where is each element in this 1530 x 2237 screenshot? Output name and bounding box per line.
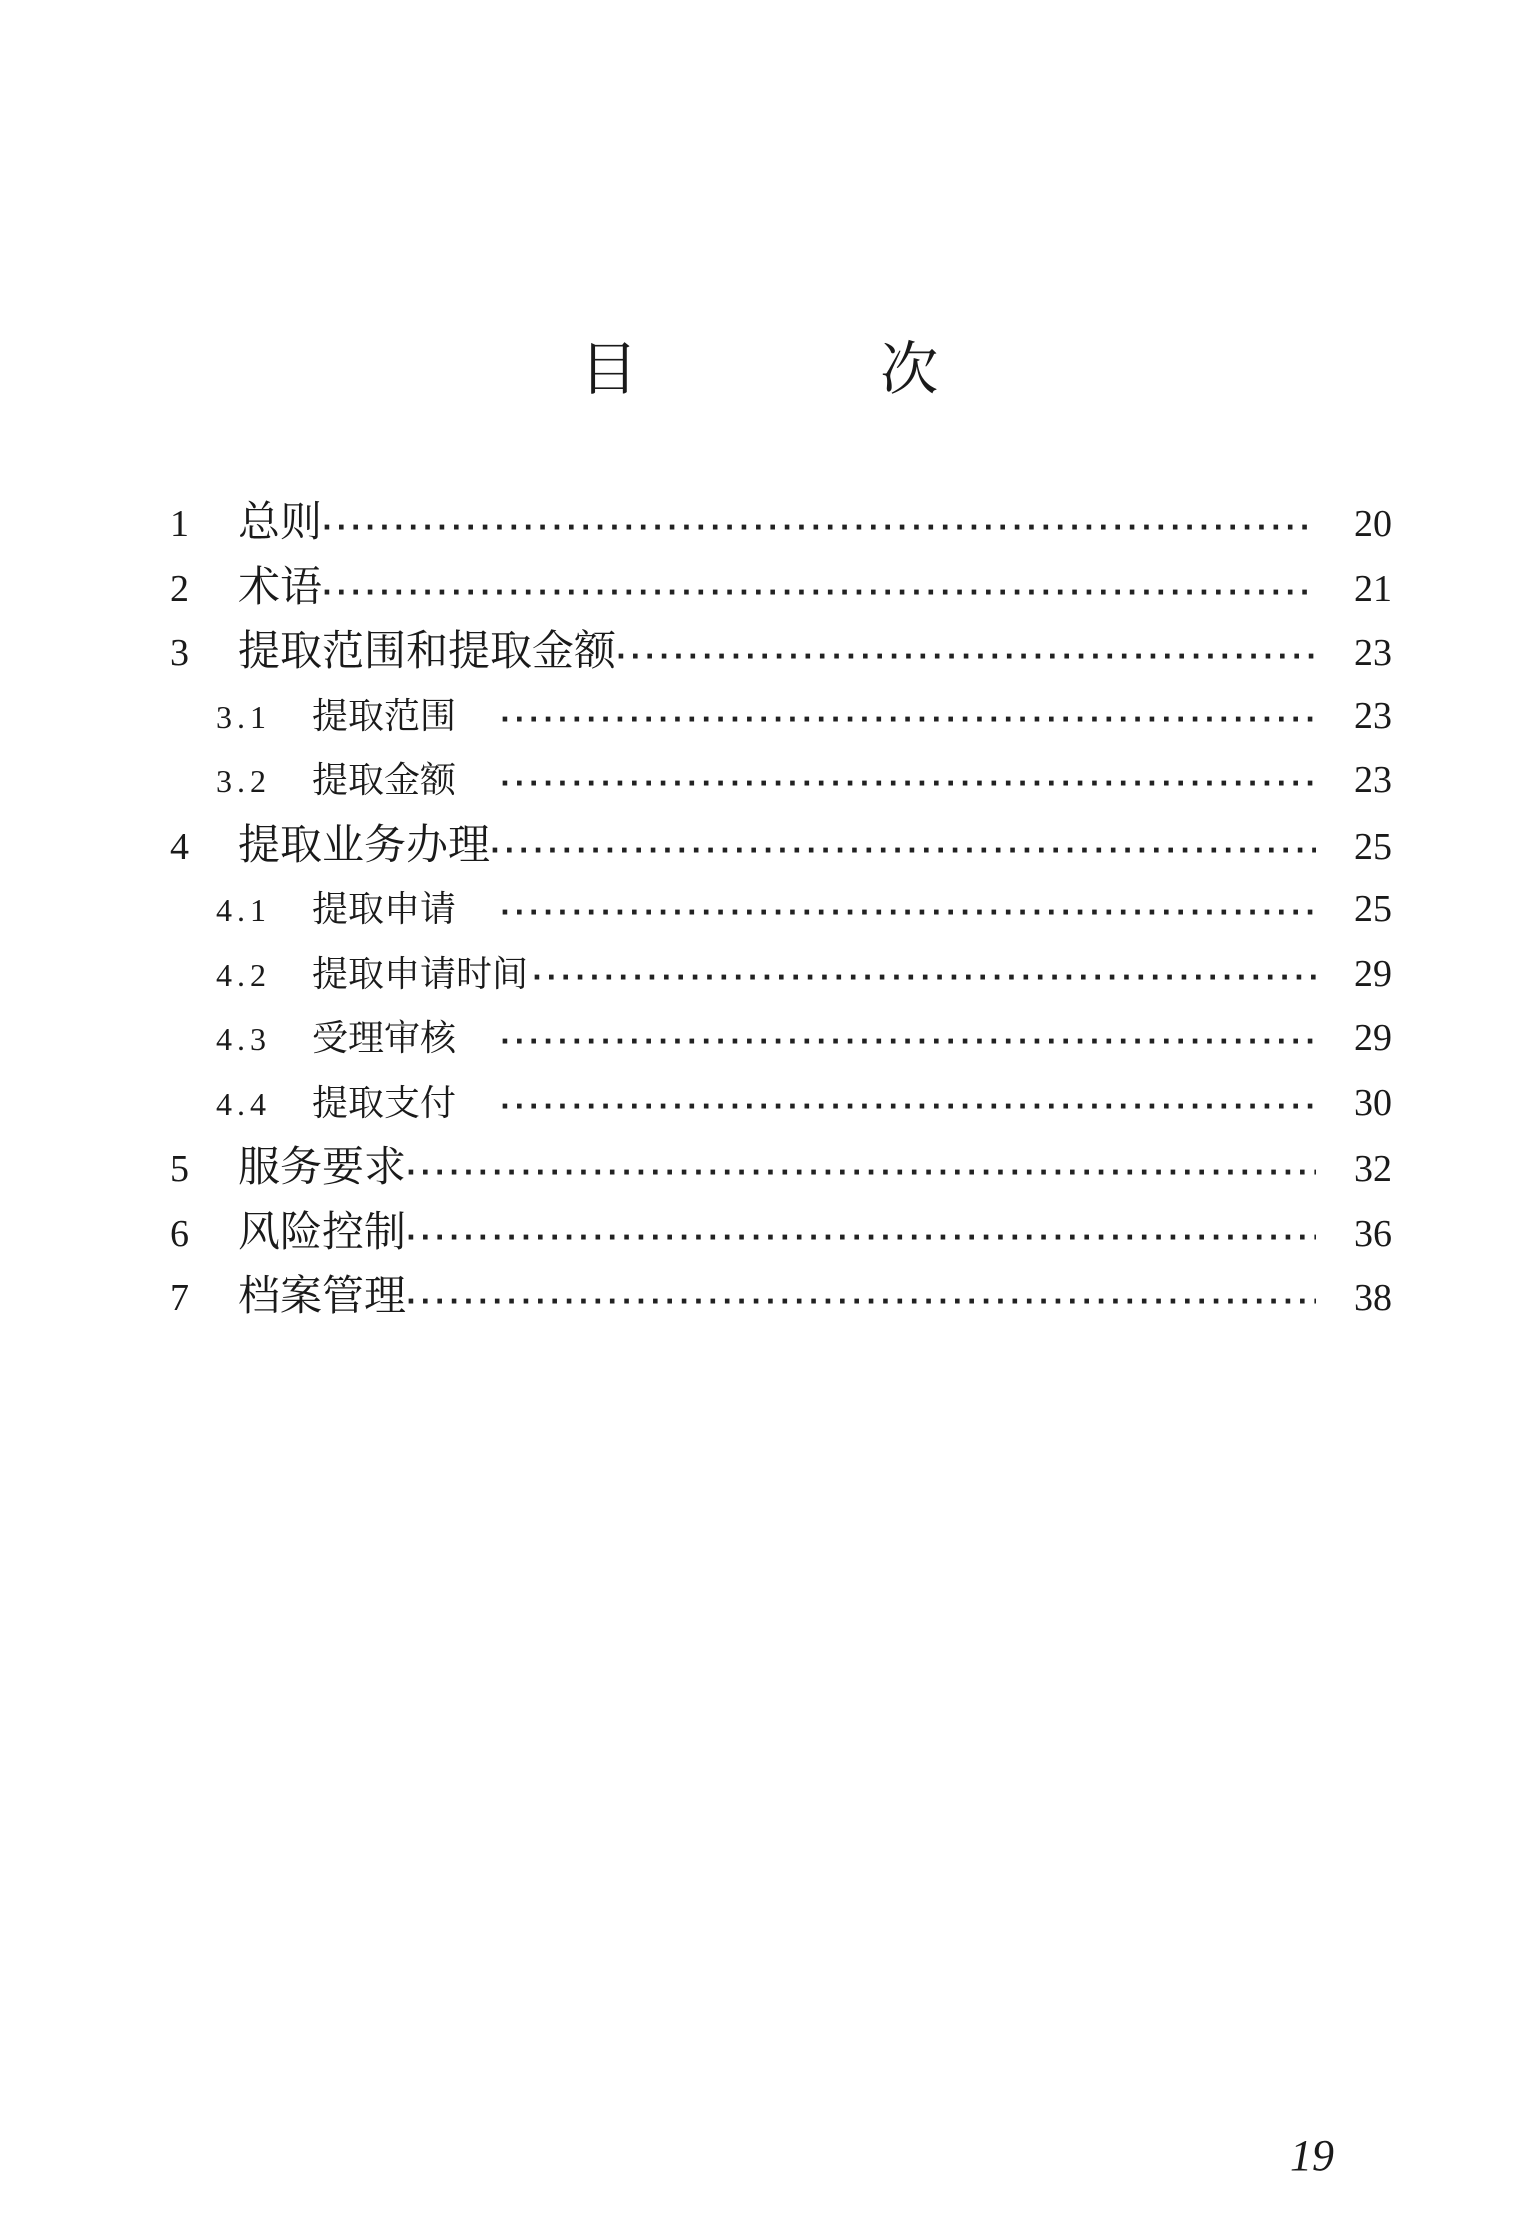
toc-entry-page: 25 [1354,825,1392,868]
toc-entry-4-1[interactable] [170,877,1392,942]
toc-entry-number: 4 [170,825,189,868]
toc-entry-4-3[interactable] [170,1006,1392,1071]
toc-entry-number: 4.1 [216,892,271,928]
dot-leader [532,946,1316,1011]
toc-entry-4[interactable] [170,813,1392,878]
toc-entry-4-4[interactable] [170,1071,1392,1136]
toc-entry-title: 服务要求 [238,1142,407,1191]
toc-entry-7[interactable] [170,1264,1392,1329]
toc-entry-3-2[interactable] [170,748,1392,813]
toc-entry-number: 3.2 [216,763,271,799]
toc-entry-title: 受理审核 [312,1018,457,1059]
page-number: 19 [1290,2131,1334,2180]
table-of-contents [170,490,1392,1329]
toc-entry-page: 30 [1354,1081,1392,1124]
toc-entry-number: 4.2 [216,956,271,993]
toc-entry-3-1[interactable] [170,684,1392,749]
toc-entry-6[interactable] [170,1200,1392,1265]
toc-entry-number: 5 [170,1148,189,1190]
toc-entry-number: 1 [170,503,189,545]
page-title: 目 次 [579,335,1051,403]
toc-entry-title: 档案管理 [238,1271,407,1320]
dot-leader [490,819,1316,884]
toc-entry-number: 7 [170,1277,189,1319]
toc-entry-page: 23 [1354,694,1392,737]
toc-entry-page: 25 [1354,888,1392,930]
toc-entry-page: 29 [1354,1017,1392,1059]
toc-entry-number: 3.1 [216,698,271,735]
toc-entry-number: 6 [170,1212,189,1255]
toc-entry-number: 3 [170,632,189,674]
toc-entry-page: 38 [1354,1277,1392,1319]
toc-entry-page: 36 [1354,1212,1392,1255]
toc-entry-1[interactable] [170,490,1392,555]
dot-leader [406,1270,1316,1335]
toc-entry-number: 4.4 [216,1085,271,1122]
dot-leader [500,752,1316,817]
dot-leader [406,1141,1316,1206]
toc-entry-title: 提取范围 [312,695,457,737]
toc-entry-5[interactable] [170,1135,1392,1200]
dot-leader [616,625,1316,690]
dot-leader [500,1010,1316,1075]
toc-entry-page: 20 [1354,503,1392,545]
toc-entry-title: 提取金额 [312,760,457,801]
toc-entry-title: 提取业务办理 [238,819,491,869]
dot-leader [322,496,1316,561]
dot-leader [500,881,1316,946]
toc-entry-title: 提取申请时间 [312,953,529,995]
toc-entry-page: 29 [1354,952,1392,995]
toc-entry-3[interactable] [170,619,1392,684]
toc-entry-page: 32 [1354,1148,1392,1190]
dot-leader [406,1206,1316,1271]
toc-entry-number: 2 [170,567,189,610]
dot-leader [500,1075,1316,1140]
toc-entry-number: 4.3 [216,1021,271,1057]
toc-entry-page: 23 [1354,632,1392,674]
dot-leader [322,561,1316,626]
toc-entry-title: 风险控制 [238,1206,407,1256]
toc-entry-2[interactable] [170,555,1392,620]
toc-entry-title: 提取范围和提取金额 [238,626,617,675]
toc-entry-title: 提取支付 [312,1082,457,1124]
dot-leader [500,688,1316,753]
toc-entry-4-2[interactable] [170,942,1392,1007]
toc-entry-title: 提取申请 [312,889,457,930]
toc-entry-title: 总则 [238,497,323,546]
toc-entry-title: 术语 [238,561,323,611]
toc-entry-page: 23 [1354,759,1392,801]
toc-entry-page: 21 [1354,567,1392,610]
